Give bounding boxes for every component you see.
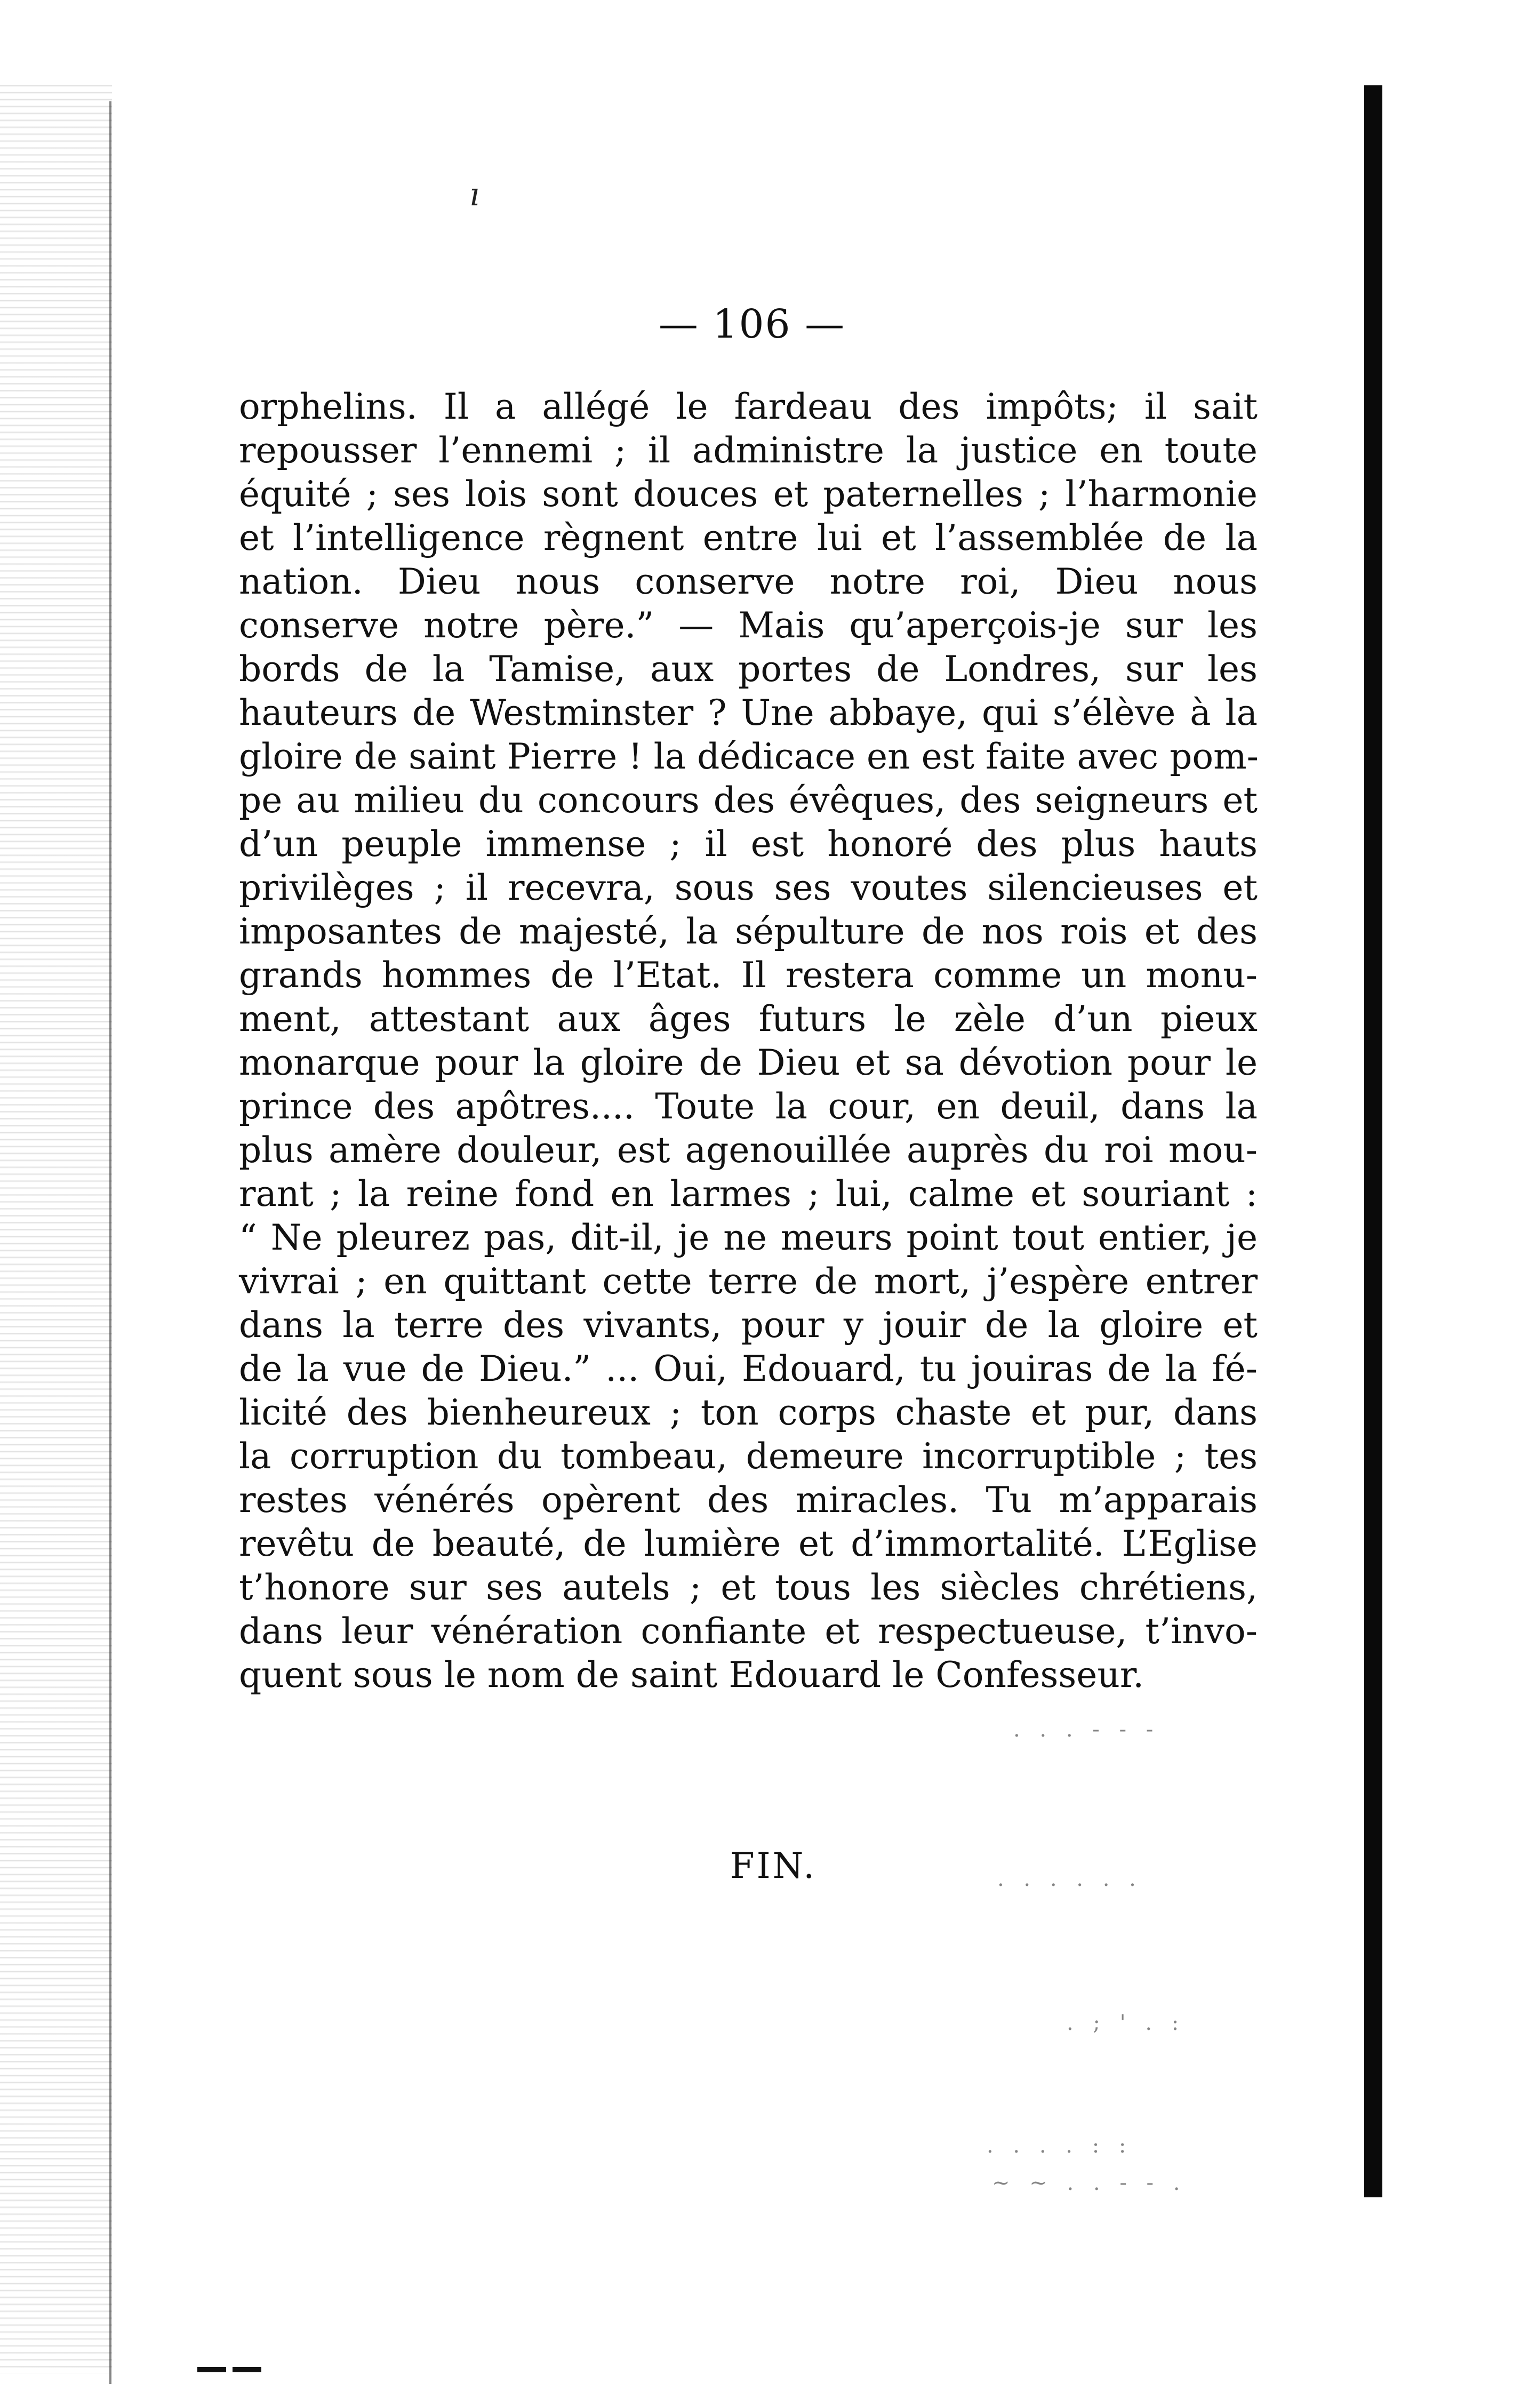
text-line: dans leur vénération confiante et respectueuse, t’invo-: [239, 1611, 1258, 1652]
text-line: restes vénérés opèrent des miracles. Tu m’apparais: [239, 1479, 1258, 1521]
text-line: plus amère douleur, est agenouillée auprès du roi mou-: [239, 1130, 1258, 1171]
scan-speckle: . . . . : :: [987, 2133, 1133, 2158]
text-line: d’un peuple immense ; il est honoré des plus hauts: [239, 823, 1258, 865]
text-line: privilèges ; il recevra, sous ses voutes silencieuses et: [239, 867, 1258, 908]
page-number: — 106 —: [658, 301, 846, 347]
right-margin-rule: [1364, 85, 1382, 2197]
text-line: conserve notre père.” — Mais qu’aperçois-je sur les: [239, 605, 1258, 646]
text-line: rant ; la reine fond en larmes ; lui, calme et souriant :: [239, 1173, 1258, 1214]
text-line: prince des apôtres.... Toute la cour, en deuil, dans la: [239, 1086, 1258, 1127]
stray-mark: ı: [469, 176, 480, 213]
text-line: t’honore sur ses autels ; et tous les siècles chrétiens,: [239, 1567, 1258, 1608]
text-line: revêtu de beauté, de lumière et d’immortalité. L’Eglise: [239, 1523, 1258, 1564]
text-line: vivrai ; en quittant cette terre de mort, j’espère entrer: [239, 1261, 1258, 1302]
text-line: de la vue de Dieu.” ... Oui, Edouard, tu jouiras de la fé-: [239, 1348, 1258, 1389]
text-line: équité ; ses lois sont douces et paternelles ; l’harmonie: [239, 474, 1258, 515]
text-line: grands hommes de l’Etat. Il restera comme un monu-: [239, 955, 1258, 996]
scan-speckle: . ; ' . :: [1067, 2011, 1186, 2035]
text-line: orphelins. Il a allégé le fardeau des impôts; il sait: [239, 386, 1258, 427]
text-line: et l’intelligence règnent entre lui et l’assemblée de la: [239, 517, 1258, 558]
text-line: pe au milieu du concours des évêques, des seigneurs et: [239, 780, 1258, 821]
scan-speckle: ~ ~ . . - - .: [992, 2171, 1187, 2195]
text-line: hauteurs de Westminster ? Une abbaye, qui s’élève à la: [239, 692, 1258, 733]
text-line: monarque pour la gloire de Dieu et sa dévotion pour le: [239, 1042, 1258, 1083]
binding-line: [109, 101, 111, 2384]
binding-edge: [0, 80, 112, 2373]
text-line: dans la terre des vivants, pour y jouir de la gloire et: [239, 1305, 1258, 1346]
text-line: gloire de saint Pierre ! la dédicace en est faite avec pom-: [239, 736, 1259, 777]
text-line: repousser l’ennemi ; il administre la justice en toute: [239, 430, 1258, 471]
text-line: nation. Dieu nous conserve notre roi, Dieu nous: [239, 561, 1258, 602]
scan-speckle: . . . - - -: [1013, 1717, 1160, 1742]
text-line: quent sous le nom de saint Edouard le Confesseur.: [239, 1654, 1144, 1695]
text-line: licité des bienheureux ; ton corps chaste et pur, dans: [239, 1392, 1258, 1433]
text-line: imposantes de majesté, la sépulture de nos rois et des: [239, 911, 1258, 952]
text-line: bords de la Tamise, aux portes de Londres, sur les: [239, 649, 1258, 690]
text-line: “ Ne pleurez pas, dit-il, je ne meurs point tout entier, je: [239, 1217, 1258, 1258]
bottom-dash-mark: [197, 2367, 261, 2372]
scan-speckle: . . . . . .: [997, 1867, 1142, 1891]
end-marker: FIN.: [730, 1845, 817, 1886]
body-text: [239, 385, 1258, 1697]
text-line: la corruption du tombeau, demeure incorruptible ; tes: [239, 1436, 1258, 1477]
text-line: ment, attestant aux âges futurs le zèle d’un pieux: [239, 998, 1258, 1039]
